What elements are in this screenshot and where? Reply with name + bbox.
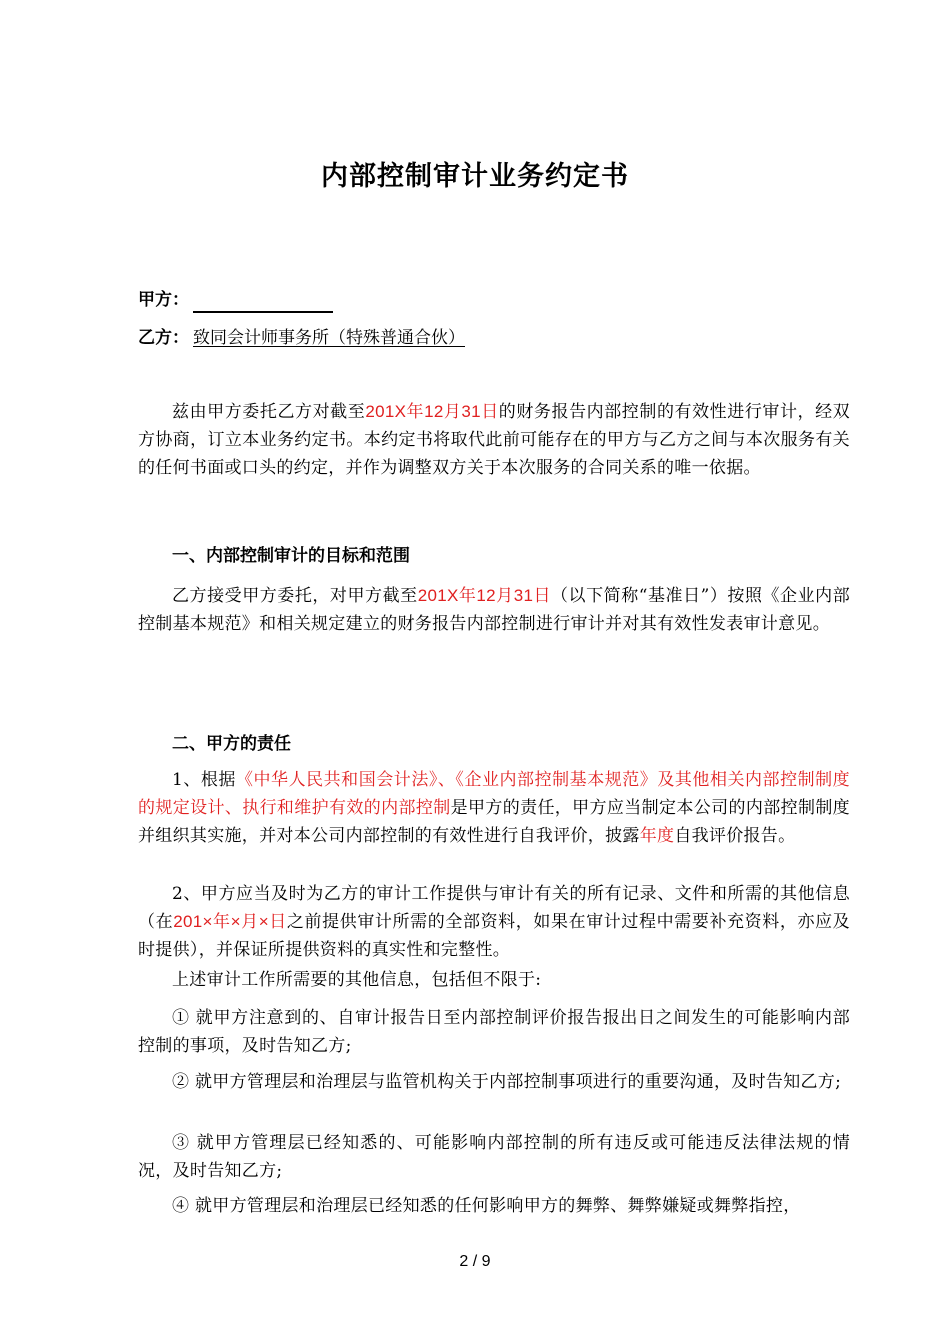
party-a-line xyxy=(138,287,333,313)
party-a-blank-field xyxy=(193,293,333,313)
section2-paragraph-1 xyxy=(138,766,850,850)
section1-date: 201X年12月31日 xyxy=(417,586,551,605)
s2p1-red-text: 《中华人民共和国会计法》、《企业内部控制基本规范》及其他相关内部控制制度的规定设计、执行和维护有效的内部控制 xyxy=(138,770,850,818)
section2-paragraph-3: 上述审计工作所需要的其他信息，包括但不限于: xyxy=(172,970,542,990)
party-b-value: 致同会计师事务所（特殊普通合伙） xyxy=(193,328,465,348)
intro-date: 201X年12月31日 xyxy=(365,402,499,421)
s2p2-date: 201×年×月×日 xyxy=(173,912,287,931)
party-b-label: 乙方： xyxy=(138,328,189,348)
page-number: 2 / 9 xyxy=(459,1253,491,1270)
section1-text-2: （以下简称“基准日”）按照《企业内部控制基本规范》和相关规定建立的财务报告内部控制进行审计并对其有效性发表审计意见。 xyxy=(138,586,851,634)
list-item: ④ 就甲方管理层和治理层已经知悉的任何影响甲方的舞弊、舞弊嫌疑或舞弊指控， xyxy=(172,1196,801,1216)
s2p2-text-1: 2、甲方应当及时为乙方的审计工作提供与审计有关的所有记录、文件和所需的其他信息（在 xyxy=(138,884,850,932)
intro-text-2: 的财务报告内部控制的有效性进行审计，经双方协商，订立本业务约定书。本约定书将取代此前可能存在的甲方与乙方之间与本次服务有关的任何书面或口头的约定，并作为调整双方关于本次服务的合同关系的唯一依据。 xyxy=(138,402,850,478)
list-item: ③ 就甲方管理层已经知悉的、可能影响内部控制的所有违反或可能违反法律法规的情况，及时告知乙方; xyxy=(138,1133,850,1181)
section1-heading: 一、内部控制审计的目标和范围 xyxy=(172,546,410,566)
list-item: ① 就甲方注意到的、自审计报告日至内部控制评价报告报出日之间发生的可能影响内部控制的事项，及时告知乙方; xyxy=(138,1008,850,1056)
s2p1-text-2: 是甲方的责任，甲方应当制定本公司的内部控制制度并组织其实施，并对本公司内部控制的有效性进行自我评价，披露 xyxy=(138,798,850,846)
intro-paragraph xyxy=(138,398,850,482)
s2p2-text-2: 之前提供审计所需的全部资料，如果在审计过程中需要补充资料，亦应及时提供），并保证所提供资料的真实性和完整性。 xyxy=(138,912,850,960)
list-item: ② 就甲方管理层和治理层与监管机构关于内部控制事项进行的重要沟通，及时告知乙方; xyxy=(172,1072,842,1092)
party-b-line xyxy=(138,325,465,351)
section1-text-1: 乙方接受甲方委托，对甲方截至 xyxy=(172,586,418,606)
s2p1-text-3: 自我评价报告。 xyxy=(674,826,796,846)
section2-paragraph-2 xyxy=(138,880,850,964)
section2-heading: 二、甲方的责任 xyxy=(172,734,291,754)
intro-text-1: 兹由甲方委托乙方对截至 xyxy=(172,402,366,422)
s2p1-text-1: 1、根据 xyxy=(172,770,236,790)
section1-paragraph xyxy=(138,582,850,638)
document-title: 内部控制审计业务约定书 xyxy=(321,161,629,192)
s2p1-red-text-2: 年度 xyxy=(639,826,675,846)
party-a-label: 甲方： xyxy=(138,290,189,310)
